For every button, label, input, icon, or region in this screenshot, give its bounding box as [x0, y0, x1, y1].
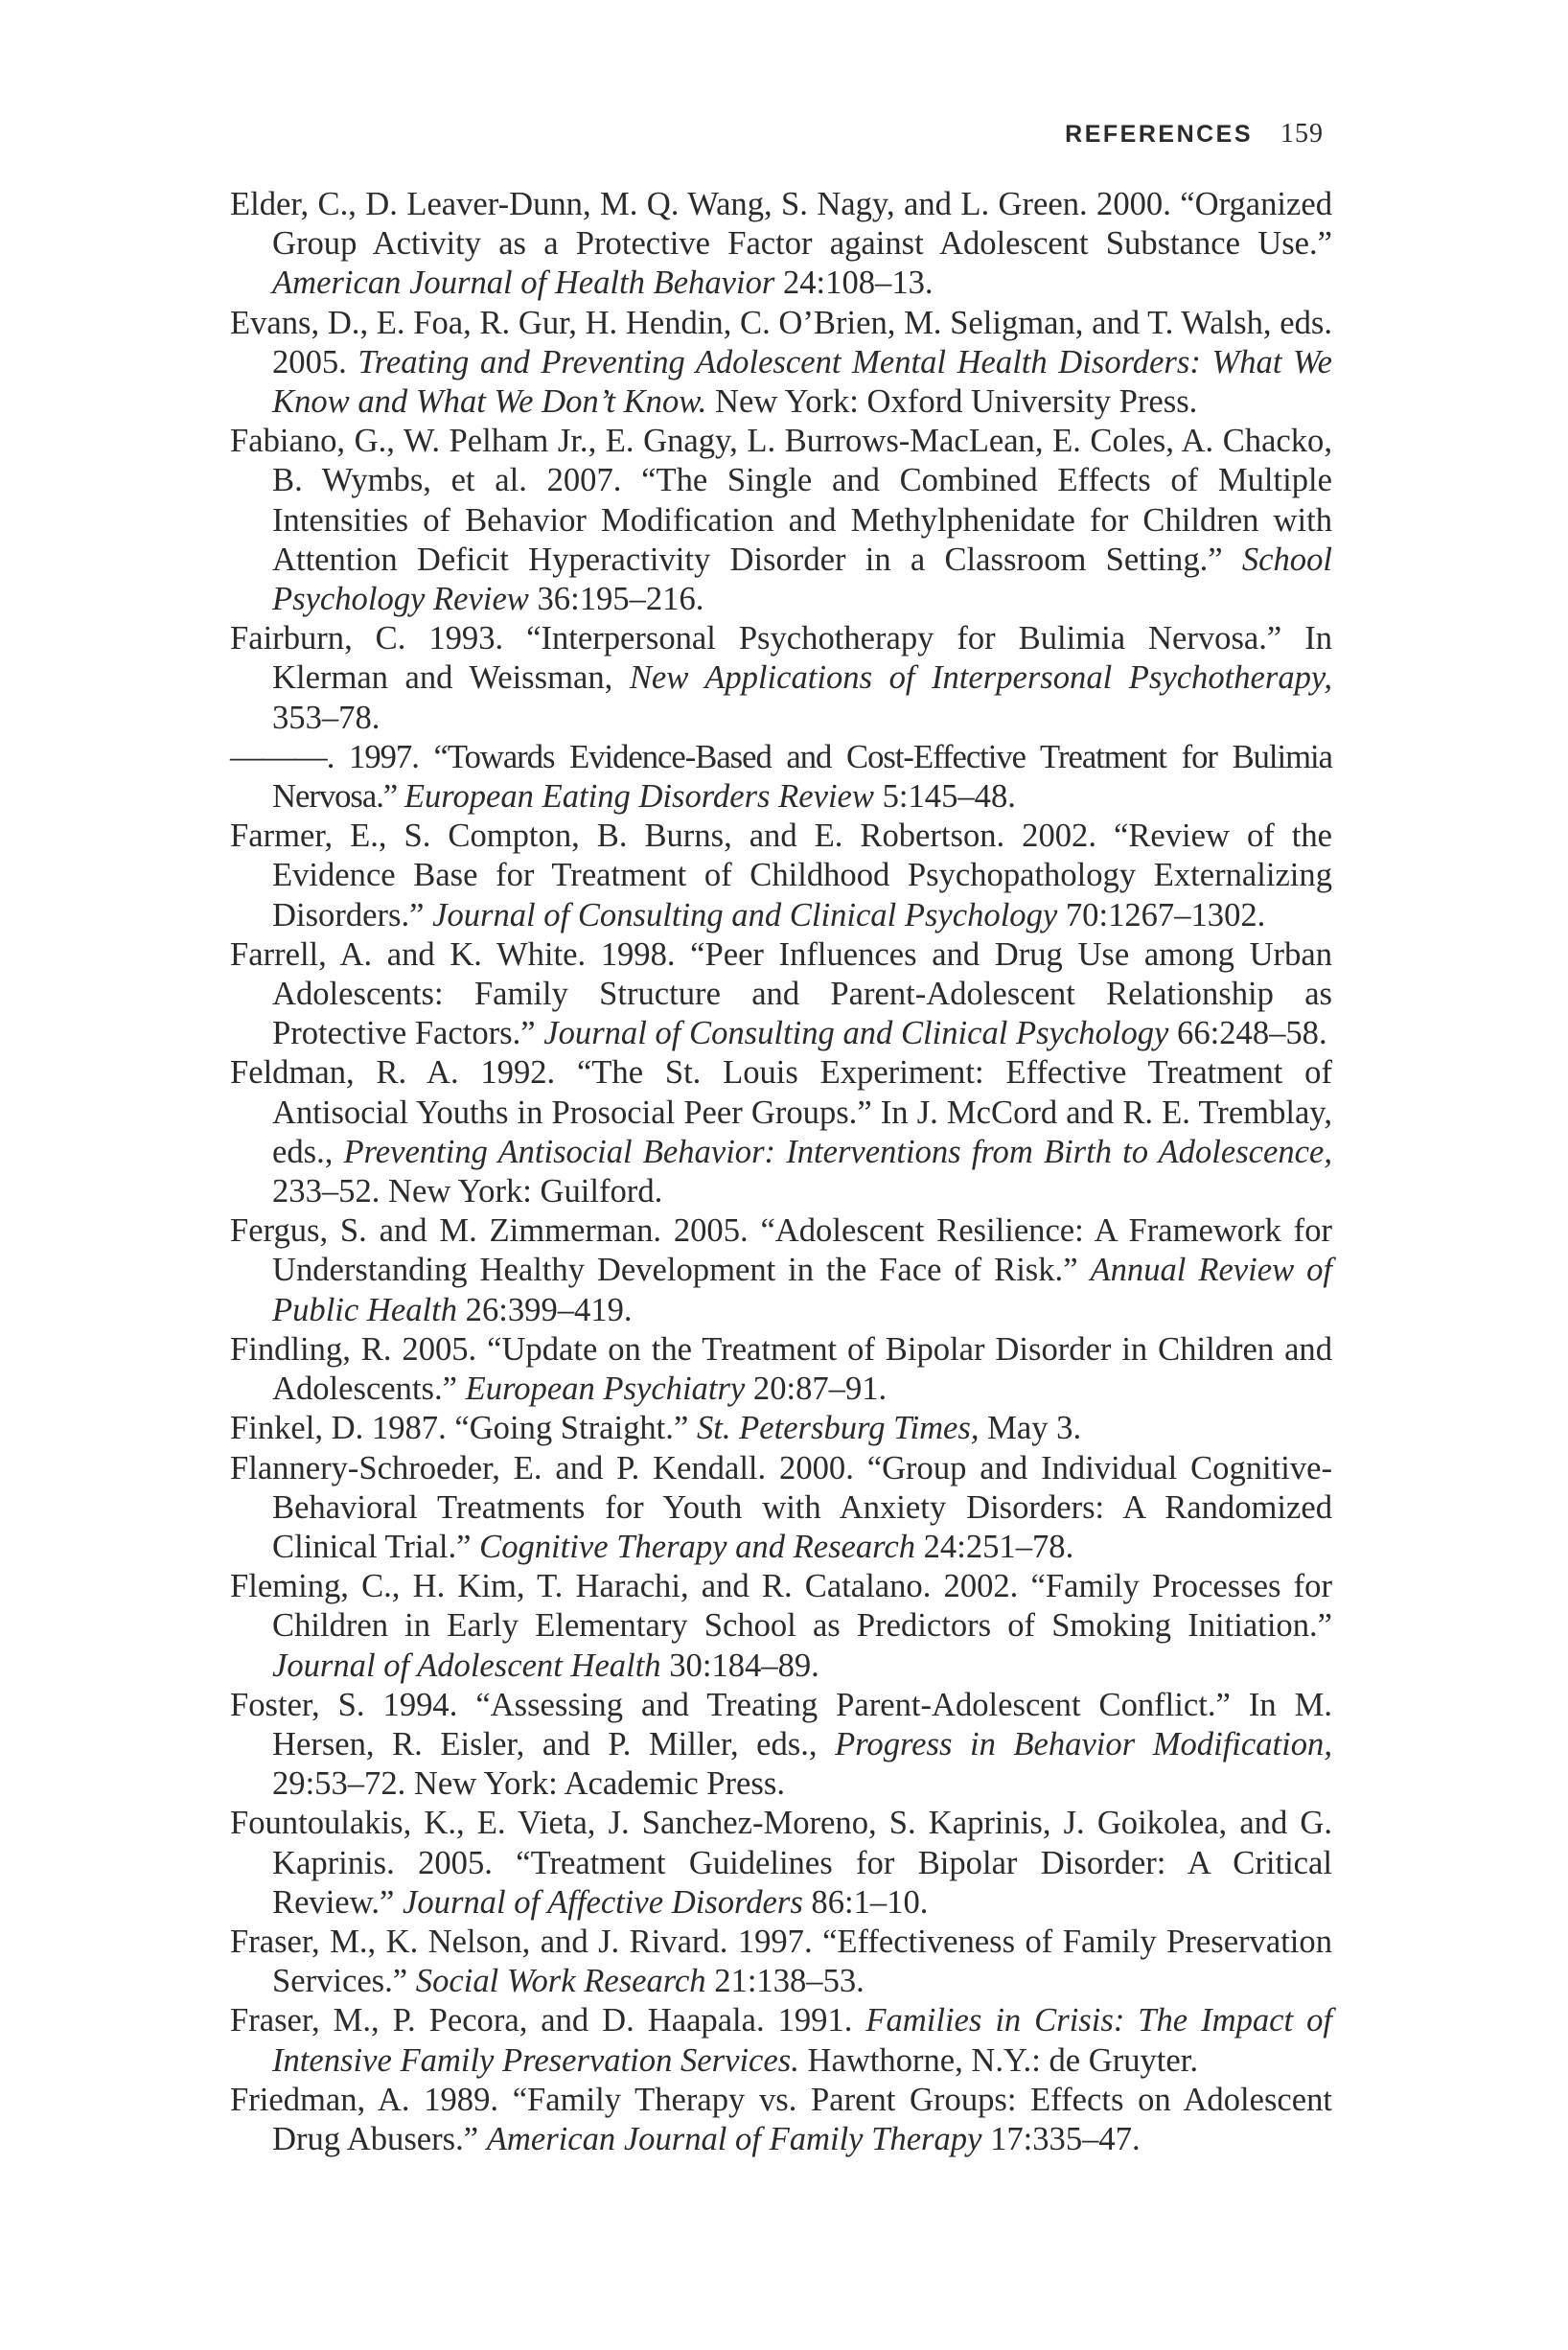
- ref-citation: 5:145–48.: [873, 778, 1016, 816]
- ref-source-title: Social Work Research: [415, 1963, 706, 2000]
- ref-source-title: Journal of Consulting and Clinical Psychology: [432, 896, 1058, 933]
- ref-source-title: School Psychology Review: [272, 541, 1332, 618]
- ref-text: Feldman, R. A. 1992. “The St. Louis Experiment: Effective Treatment of Antisocial Youths in Prosocial Peer Groups.” In J. McCord and R. E. Tremblay, eds.,: [230, 1054, 1332, 1170]
- ref-citation: 70:1267–1302.: [1057, 896, 1266, 933]
- reference-entry: [230, 619, 1332, 738]
- ref-text: Fabiano, G., W. Pelham Jr., E. Gnagy, L. Burrows-MacLean, E. Coles, A. Chacko, B. Wymbs, et al. 2007. “The Single and Combined Effects of Multiple Intensities of Behavior Modification and Methylphenidate for Children with Attention Deficit Hyperactivity Disorder in a Classroom Setting.”: [230, 423, 1332, 578]
- ref-text: Fleming, C., H. Kim, T. Harachi, and R. Catalano. 2002. “Family Processes for Children in Early Elementary School as Predictors of Smoking Initiation.”: [230, 1568, 1332, 1645]
- ref-citation: 353–78.: [272, 699, 380, 736]
- reference-entry: [230, 185, 1332, 304]
- ref-text: Fraser, M., P. Pecora, and D. Haapala. 1991.: [230, 2002, 866, 2039]
- ref-citation: 29:53–72. New York: Academic Press.: [272, 1765, 785, 1803]
- ref-text: Flannery-Schroeder, E. and P. Kendall. 2000. “Group and Individual Cognitive-Behavioral Treatments for Youth with Anxiety Disorders: A Randomized Clinical Trial.”: [230, 1449, 1332, 1565]
- ref-source-title: Families in Crisis: The Impact of Intensive Family Preservation Services.: [272, 2002, 1332, 2079]
- reference-entry: [230, 1053, 1332, 1211]
- ref-source-title: American Journal of Health Behavior: [272, 265, 775, 302]
- ref-source-title: St. Petersburg Times,: [696, 1410, 980, 1447]
- ref-source-title: European Psychiatry: [465, 1371, 746, 1408]
- ref-text: Findling, R. 2005. “Update on the Treatment of Bipolar Disorder in Children and Adolescents.”: [230, 1330, 1332, 1408]
- reference-entry: [230, 817, 1332, 935]
- ref-text: Farmer, E., S. Compton, B. Burns, and E. Robertson. 2002. “Review of the Evidence Base for Treatment of Childhood Psychopathology Externalizing Disorders.”: [230, 818, 1332, 933]
- ref-citation: 66:248–58.: [1168, 1015, 1327, 1052]
- ref-citation: 233–52. New York: Guilford.: [272, 1173, 663, 1210]
- ref-source-title: Journal of Consulting and Clinical Psychology: [543, 1015, 1169, 1052]
- reference-entry: [230, 1923, 1332, 2001]
- ref-citation: 24:251–78.: [915, 1528, 1074, 1565]
- ref-source-title: Preventing Antisocial Behavior: Interventions from Birth to Adolescence,: [343, 1133, 1332, 1170]
- ref-text: Fountoulakis, K., E. Vieta, J. Sanchez-Moreno, S. Kaprinis, J. Goikolea, and G. Kaprinis. 2005. “Treatment Guidelines for Bipolar Disorder: A Critical Review.”: [230, 1805, 1332, 1921]
- ref-text: ———. 1997. “Towards Evidence-Based and Cost-Effective Treatment for Bulimia Nervosa.”: [230, 738, 1332, 816]
- ref-citation: 21:138–53.: [705, 1963, 865, 2000]
- ref-text: Friedman, A. 1989. “Family Therapy vs. Parent Groups: Effects on Adolescent Drug Abusers.”: [230, 2081, 1332, 2157]
- ref-source-title: New Applications of Interpersonal Psychotherapy,: [629, 659, 1332, 697]
- ref-source-title: American Journal of Family Therapy: [486, 2120, 982, 2157]
- ref-text: Fraser, M., K. Nelson, and J. Rivard. 1997. “Effectiveness of Family Preservation Services.”: [230, 1923, 1332, 2000]
- ref-citation: May 3.: [979, 1410, 1082, 1447]
- ref-citation: 17:335–47.: [981, 2120, 1141, 2157]
- reference-entry: [230, 1409, 1332, 1448]
- reference-entry: [230, 304, 1332, 423]
- reference-entry: [230, 1567, 1332, 1686]
- ref-source-title: Journal of Affective Disorders: [403, 1883, 803, 1921]
- ref-text: Fergus, S. and M. Zimmerman. 2005. “Adolescent Resilience: A Framework for Understanding Healthy Development in the Face of Risk.”: [230, 1212, 1332, 1289]
- ref-text: Fairburn, C. 1993. “Interpersonal Psychotherapy for Bulimia Nervosa.” In Klerman and Weissman,: [230, 620, 1332, 697]
- ref-citation: 20:87–91.: [745, 1371, 888, 1408]
- ref-text: Foster, S. 1994. “Assessing and Treating Parent-Adolescent Conflict.” In M. Hersen, R. Eisler, and P. Miller, eds.,: [230, 1686, 1332, 1762]
- ref-citation: 26:399–419.: [457, 1291, 633, 1328]
- ref-citation: 24:108–13.: [774, 265, 934, 302]
- reference-entry: [230, 1686, 1332, 1805]
- reference-entry: [230, 1211, 1332, 1330]
- ref-source-title: European Eating Disorders Review: [404, 778, 874, 816]
- ref-text: Finkel, D. 1987. “Going Straight.”: [230, 1410, 697, 1447]
- ref-source-title: Annual Review of Public Health: [272, 1252, 1333, 1328]
- reference-list: [230, 185, 1332, 2159]
- page-number: 159: [1280, 119, 1324, 149]
- ref-source-title: Journal of Adolescent Health: [272, 1647, 661, 1684]
- ref-source-title: Cognitive Therapy and Research: [479, 1528, 915, 1565]
- reference-entry: [230, 422, 1332, 619]
- reference-entry: [230, 738, 1332, 817]
- reference-entry: [230, 2001, 1332, 2080]
- running-head: [1065, 119, 1324, 150]
- ref-citation: New York: Oxford University Press.: [706, 383, 1198, 421]
- ref-text: Farrell, A. and K. White. 1998. “Peer Influences and Drug Use among Urban Adolescents: Family Structure and Parent-Adolescent Relationship as Protective Factors.”: [230, 935, 1332, 1052]
- ref-text: Elder, C., D. Leaver-Dunn, M. Q. Wang, S. Nagy, and L. Green. 2000. “Organized Group Activity as a Protective Factor against Adolescent Substance Use.”: [230, 186, 1332, 263]
- ref-text: Evans, D., E. Foa, R. Gur, H. Hendin, C. O’Brien, M. Seligman, and T. Walsh, eds. 2005.: [230, 304, 1332, 380]
- ref-source-title: Progress in Behavior Modification,: [835, 1725, 1332, 1762]
- reference-entry: [230, 1804, 1332, 1923]
- reference-entry: [230, 2081, 1332, 2159]
- reference-entry: [230, 935, 1332, 1054]
- ref-citation: 86:1–10.: [802, 1883, 929, 1921]
- ref-citation: Hawthorne, N.Y.: de Gruyter.: [798, 2041, 1198, 2079]
- section-title: REFERENCES: [1065, 121, 1254, 148]
- reference-entry: [230, 1330, 1332, 1409]
- reference-entry: [230, 1449, 1332, 1568]
- ref-citation: 36:195–216.: [528, 581, 704, 618]
- ref-source-title: Treating and Preventing Adolescent Mental Health Disorders: What We Know and What We Don’t Know.: [272, 343, 1332, 421]
- ref-citation: 30:184–89.: [660, 1647, 819, 1684]
